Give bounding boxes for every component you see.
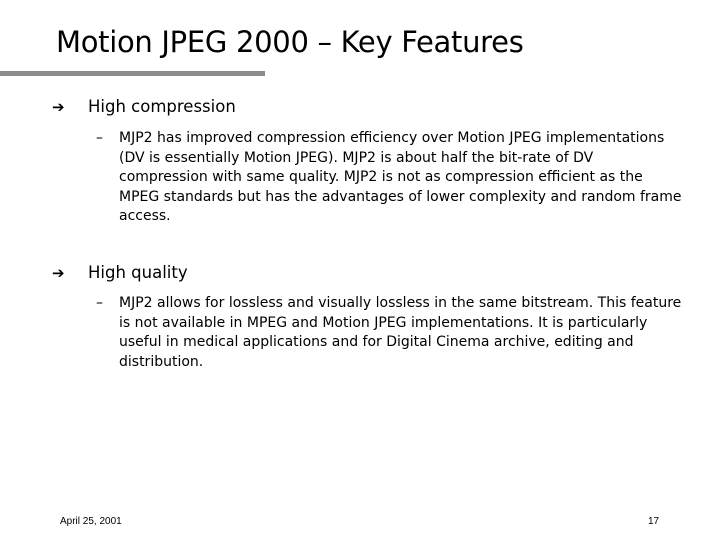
footer-date: April 25, 2001 — [60, 516, 122, 527]
subbullet-text: MJP2 has improved compression efficiency over Motion JPEG implementations (DV is essentially Motion JPEG). MJP2 is about half the bit-rate of DV compression with same quality. MJP2 is not as compression efficient as the MPEG standards but has the advantages of lower complexity and random frame access. — [119, 130, 682, 224]
subbullet-compression-detail — [96, 129, 686, 227]
title-underline — [0, 71, 265, 76]
bullet-high-compression — [52, 96, 236, 118]
subbullet-text: MJP2 allows for lossless and visually lossless in the same bitstream. This feature is not available in MPEG and Motion JPEG implementations. It is particularly useful in medical applications and for Digital Cinema archive, editing and distribution. — [119, 295, 682, 370]
page-number: 17 — [648, 516, 660, 527]
arrow-right-icon: ➔ — [52, 98, 65, 116]
subbullet-quality-detail — [96, 294, 686, 372]
bullet-label: High quality — [88, 263, 188, 282]
bullet-high-quality — [52, 262, 188, 284]
bullet-label: High compression — [88, 97, 236, 116]
dash-marker: – — [96, 295, 103, 311]
dash-marker: – — [96, 130, 103, 146]
arrow-right-icon: ➔ — [52, 264, 65, 282]
slide-title: Motion JPEG 2000 – Key Features — [56, 25, 524, 59]
